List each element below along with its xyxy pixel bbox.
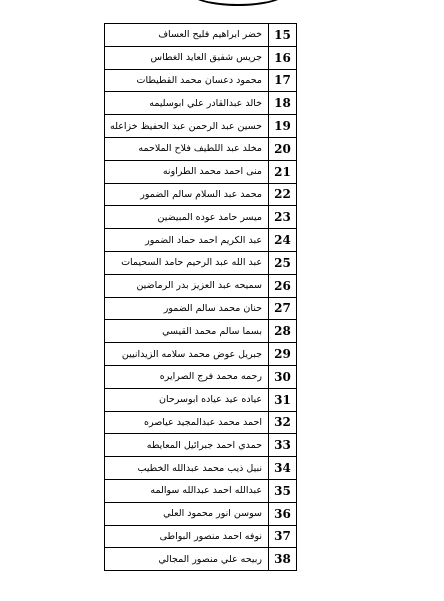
row-number: 29 <box>269 343 297 366</box>
person-name: خالد عبدالقادر علي ابوسليمه <box>105 92 269 115</box>
row-number: 34 <box>269 457 297 480</box>
table-row <box>105 297 297 320</box>
person-name: نوفه احمد منصور البواطى <box>105 525 269 548</box>
person-name: حمدي احمد جبرائيل المعايطه <box>105 434 269 457</box>
row-number: 24 <box>269 229 297 252</box>
person-name: ربيحه علي منصور المجالي <box>105 548 269 571</box>
table-row <box>105 92 297 115</box>
row-number: 25 <box>269 251 297 274</box>
table-row <box>105 320 297 343</box>
person-name: بسما سالم محمد القيسي <box>105 320 269 343</box>
table-row <box>105 206 297 229</box>
table-row <box>105 388 297 411</box>
table-row <box>105 411 297 434</box>
person-name: مخلد عبد اللطيف فلاح الملاحمه <box>105 137 269 160</box>
person-name: نبيل ذيب محمد عبدالله الخطيب <box>105 457 269 480</box>
row-number: 33 <box>269 434 297 457</box>
row-number: 21 <box>269 160 297 183</box>
table-row <box>105 457 297 480</box>
person-name: محمد عبد السلام سالم الضمور <box>105 183 269 206</box>
row-number: 19 <box>269 115 297 138</box>
table-row <box>105 229 297 252</box>
person-name: عبد الكريم احمد حماد الضمور <box>105 229 269 252</box>
row-number: 32 <box>269 411 297 434</box>
row-number: 36 <box>269 502 297 525</box>
row-number: 37 <box>269 525 297 548</box>
person-name: احمد محمد عبدالمجيد عياصره <box>105 411 269 434</box>
row-number: 30 <box>269 365 297 388</box>
row-number: 18 <box>269 92 297 115</box>
table-row <box>105 479 297 502</box>
row-number: 17 <box>269 69 297 92</box>
row-number: 31 <box>269 388 297 411</box>
row-number: 38 <box>269 548 297 571</box>
row-number: 22 <box>269 183 297 206</box>
person-name: منى احمد محمد الطراونه <box>105 160 269 183</box>
names-table <box>104 23 297 571</box>
table-row <box>105 548 297 571</box>
table-row <box>105 343 297 366</box>
person-name: ميسر حامد عوده المبيضين <box>105 206 269 229</box>
table-row <box>105 137 297 160</box>
person-name: عياده عيد عياده ابوسرحان <box>105 388 269 411</box>
table-row <box>105 365 297 388</box>
person-name: جريس شفيق العايد الغطاس <box>105 46 269 69</box>
table-row <box>105 274 297 297</box>
table-row <box>105 502 297 525</box>
row-number: 27 <box>269 297 297 320</box>
table-row <box>105 46 297 69</box>
person-name: محمود دعسان محمد القطيطات <box>105 69 269 92</box>
row-number: 20 <box>269 137 297 160</box>
table-row <box>105 24 297 47</box>
row-number: 23 <box>269 206 297 229</box>
table-row <box>105 115 297 138</box>
row-number: 15 <box>269 24 297 47</box>
person-name: عبد الله عبد الرحيم حامد السحيمات <box>105 251 269 274</box>
person-name: عبدالله احمد عبدالله سوالمه <box>105 479 269 502</box>
names-table-body <box>105 24 297 571</box>
person-name: سميحه عبد العزيز بدر الرماضين <box>105 274 269 297</box>
top-arc-decoration <box>188 0 288 6</box>
table-row <box>105 69 297 92</box>
table-row <box>105 434 297 457</box>
table-row <box>105 525 297 548</box>
person-name: خضر ابراهيم فليح العساف <box>105 24 269 47</box>
row-number: 16 <box>269 46 297 69</box>
person-name: حنان محمد سالم الضمور <box>105 297 269 320</box>
person-name: رحمه محمد فرج الصرايره <box>105 365 269 388</box>
table-row <box>105 183 297 206</box>
person-name: جبريل عوض محمد سلامه الزيدانيين <box>105 343 269 366</box>
person-name: سوسن انور محمود العلي <box>105 502 269 525</box>
row-number: 26 <box>269 274 297 297</box>
row-number: 35 <box>269 479 297 502</box>
table-row <box>105 160 297 183</box>
table-row <box>105 251 297 274</box>
row-number: 28 <box>269 320 297 343</box>
person-name: حسين عبد الرحمن عبد الحفيظ خزاعله <box>105 115 269 138</box>
